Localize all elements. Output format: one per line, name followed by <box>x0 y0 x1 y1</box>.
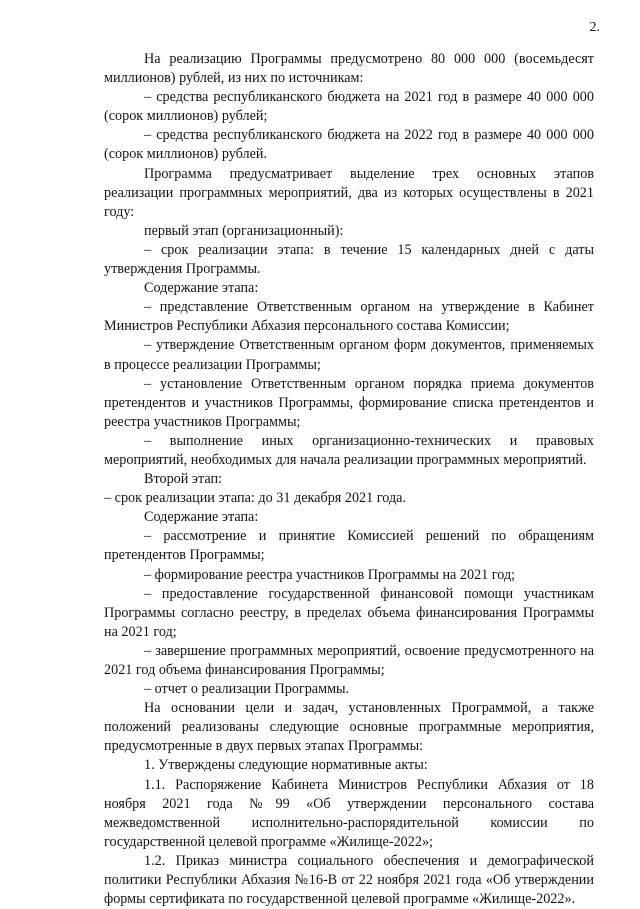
paragraph-stages-intro: Программа предусматривает выделение трех основных этапов реализации программных мероприятий, два из которых осуществлены в 2021 году: <box>104 165 594 220</box>
paragraph-item: – установление Ответственным органом порядка приема документов претендентов и участников Программы, формирование списка претендентов и реестра участников Программы; <box>104 375 594 430</box>
paragraph-item: – завершение программных мероприятий, освоение предусмотренного на 2021 год объема финансирования Программы; <box>104 642 594 678</box>
paragraph-second-stage: Второй этап: <box>144 471 223 488</box>
paragraph-first-stage: первый этап (организационный): <box>144 222 344 239</box>
paragraph-item: – выполнение иных организационно-технических и правовых мероприятий, необходимых для начала реализации программных мероприятий. <box>104 432 594 468</box>
paragraph-measures-intro: На основании цели и задач, установленных Программой, а также положений реализованы следующие основные программные мероприятия, предусмотренные в двух первых этапах Программы: <box>104 700 594 755</box>
paragraph-item: – формирование реестра участников Программы на 2021 год; <box>144 566 516 583</box>
paragraph-stage-content: Содержание этапа: <box>144 280 259 297</box>
paragraph-funding-2022: – средства республиканского бюджета на 2022 год в размере 40 000 000 (сорок миллионов) рублей. <box>104 127 594 163</box>
paragraph-stage-content: Содержание этапа: <box>144 509 259 526</box>
paragraph-item: – представление Ответственным органом на утверждение в Кабинет Министров Республики Абхазия персонального состава Комиссии; <box>104 299 594 335</box>
paragraph-item: – рассмотрение и принятие Комиссией решений по обращениям претендентов Программы; <box>104 528 594 564</box>
paragraph-second-stage-term: – срок реализации этапа: до 31 декабря 2021 года. <box>104 490 407 507</box>
paragraph-first-stage-term: – срок реализации этапа: в течение 15 календарных дней с даты утверждения Программы. <box>104 241 594 278</box>
page-number: 2. <box>589 20 600 35</box>
paragraph-numbered-item: 1.1. Распоряжение Кабинета Министров Республики Абхазия от 18 ноября 2021 года №99 «Об утверждении персонального состава межведомственной исполнительно-распорядительной комиссии по государственной целевой программе «Жилище-2022»; <box>104 776 594 850</box>
paragraph-item: – предоставление государственной финансовой помощи участникам Программы согласно реестру, в пределах объема финансирования Программы на 2021 год; <box>104 585 594 640</box>
paragraph-numbered-item: 1. Утверждены следующие нормативные акты: <box>144 757 428 774</box>
paragraph-funding-2021: – средства республиканского бюджета на 2021 год в размере 40 000 000 (сорок миллионов) рублей; <box>104 89 594 125</box>
paragraph-funding: На реализацию Программы предусмотрено 80 000 000 (восемьдесят миллионов) рублей, из них по источникам: <box>104 51 594 87</box>
paragraph-numbered-item: 1.2. Приказ министра социального обеспечения и демографической политики Республики Абхазия №16-В от 22 ноября 2021 года «Об утверждении формы сертификата по государственной целевой программе «Жилище-2022». <box>104 852 594 908</box>
paragraph-item: – утверждение Ответственным органом форм документов, применяемых в процессе реализации Программы; <box>104 337 594 373</box>
document-body <box>104 50 594 909</box>
paragraph-item: – отчет о реализации Программы. <box>144 681 350 698</box>
